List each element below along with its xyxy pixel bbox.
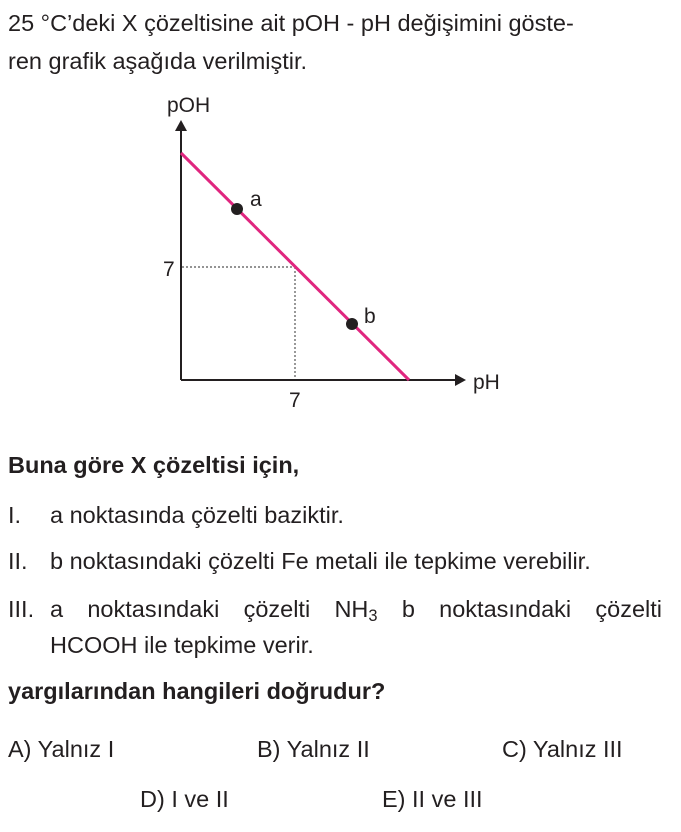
statement-3-part-b: b noktasındaki çözelti	[377, 596, 662, 622]
y-axis-label: pOH	[167, 94, 211, 117]
x-axis-label: pH	[473, 371, 500, 394]
point-a-label: a	[250, 188, 262, 211]
option-c[interactable]: C) Yalnız III	[502, 736, 623, 762]
statement-2-number: II.	[8, 548, 28, 574]
option-a[interactable]: A) Yalnız I	[8, 736, 115, 762]
x-axis-arrow-icon	[455, 374, 466, 386]
point-a	[231, 203, 243, 215]
option-b[interactable]: B) Yalnız II	[257, 736, 370, 762]
statement-3-part-a: a noktasındaki çözelti NH	[50, 596, 369, 622]
statement-3-subscript: 3	[368, 607, 378, 625]
statement-3-text	[50, 596, 662, 623]
x-tick-label: 7	[289, 389, 301, 412]
intro-line-2: ren grafik aşağıda verilmiştir.	[8, 48, 308, 74]
intro-line-1: 25 °C’deki X çözeltisine ait pOH - pH değişimini göste-	[8, 10, 574, 36]
statement-3-number: III.	[8, 596, 35, 622]
statement-1-text: a noktasında çözelti baziktir.	[50, 502, 344, 528]
question-title: Buna göre X çözeltisi için,	[8, 452, 300, 478]
statement-2-text: b noktasındaki çözelti Fe metali ile tepkime verebilir.	[50, 548, 591, 574]
y-axis-arrow-icon	[175, 120, 187, 131]
point-b	[346, 318, 358, 330]
option-d[interactable]: D) I ve II	[140, 786, 229, 812]
statement-1-number: I.	[8, 502, 22, 528]
point-b-label: b	[364, 305, 376, 328]
y-tick-label: 7	[163, 258, 175, 281]
statement-3-line-2: HCOOH ile tepkime verir.	[50, 632, 314, 658]
question-ending: yargılarından hangileri doğrudur?	[8, 678, 386, 704]
option-e[interactable]: E) II ve III	[382, 786, 483, 812]
